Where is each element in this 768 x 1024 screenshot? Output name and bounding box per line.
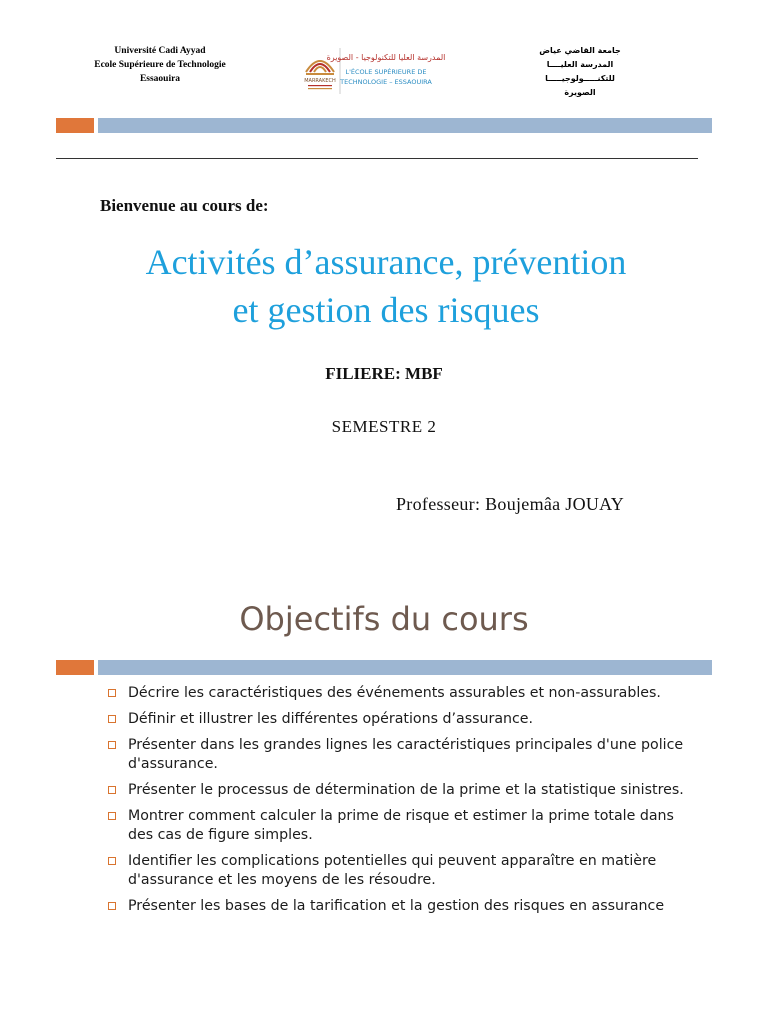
list-item [104, 852, 684, 890]
course-title [86, 238, 686, 334]
institution-line-arabic: المدرسة العليــــا للتكنـــــولوجيـــــا [545, 60, 615, 83]
square-bullet-icon [108, 902, 116, 910]
list-item [104, 897, 684, 916]
list-item [104, 781, 684, 800]
institution-line-arabic: جامعة القاضي عياض [539, 46, 621, 55]
square-bullet-icon [108, 741, 116, 749]
logo-arabic-text: المدرسة العليا للتكنولوجيا - الصويرة [326, 53, 446, 62]
professor-name: Professeur: Boujemâa JOUAY [396, 494, 625, 514]
square-bullet-icon [108, 715, 116, 723]
institution-line: Essaouira [139, 74, 181, 84]
institution-name-french [80, 44, 240, 86]
list-item [104, 736, 684, 774]
accent-bar-blue [98, 660, 712, 675]
slide-title: Objectifs du cours [239, 600, 529, 638]
objective-text: Montrer comment calculer la prime de risque et estimer la prime totale dans des cas de figure simples. [128, 808, 674, 843]
list-item [104, 684, 684, 703]
semestre-label: SEMESTRE 2 [331, 417, 437, 436]
course-title-line1: Activités d’assurance, prévention [145, 242, 627, 282]
logo-french-line2: TECHNOLOGIE – ESSAOUIRA [340, 78, 432, 86]
objective-text: Décrire les caractéristiques des événements assurables et non-assurables. [128, 685, 661, 701]
institution-line-arabic: الصويرة [564, 88, 596, 97]
logo-french-line1: L'ÉCOLE SUPÉRIEURE DE [345, 68, 427, 76]
objective-text: Présenter le processus de détermination de la prime et la statistique sinistres. [128, 782, 684, 798]
accent-bar-orange [56, 118, 94, 133]
objective-text: Identifier les complications potentielles qui peuvent apparaître en matière d'assurance et les moyens de les résoudre. [128, 853, 657, 888]
filiere-label: FILIERE: MBF [325, 364, 443, 383]
objective-text: Présenter les bases de la tarification et la gestion des risques en assurance [128, 898, 665, 914]
objectives-list [104, 684, 684, 923]
school-logo-graphic [300, 42, 446, 100]
square-bullet-icon [108, 857, 116, 865]
accent-bar-blue [98, 118, 712, 133]
accent-bar-orange [56, 660, 94, 675]
institution-line: Université Cadi Ayyad [114, 46, 206, 56]
list-item [104, 807, 684, 845]
course-title-line2: et gestion des risques [232, 290, 540, 330]
objective-text: Présenter dans les grandes lignes les caractéristiques principales d'une police d'assurance. [128, 737, 684, 772]
square-bullet-icon [108, 689, 116, 697]
institution-line: Ecole Supérieure de Technologie [94, 60, 226, 70]
square-bullet-icon [108, 812, 116, 820]
objective-text: Définir et illustrer les différentes opérations d’assurance. [128, 711, 534, 727]
school-logo [300, 42, 446, 100]
square-bullet-icon [108, 786, 116, 794]
institution-name-arabic [520, 44, 640, 100]
logo-left-text: MARRAKECH [304, 78, 336, 84]
header-divider [56, 158, 698, 159]
list-item [104, 710, 684, 729]
welcome-text: Bienvenue au cours de: [100, 196, 269, 215]
